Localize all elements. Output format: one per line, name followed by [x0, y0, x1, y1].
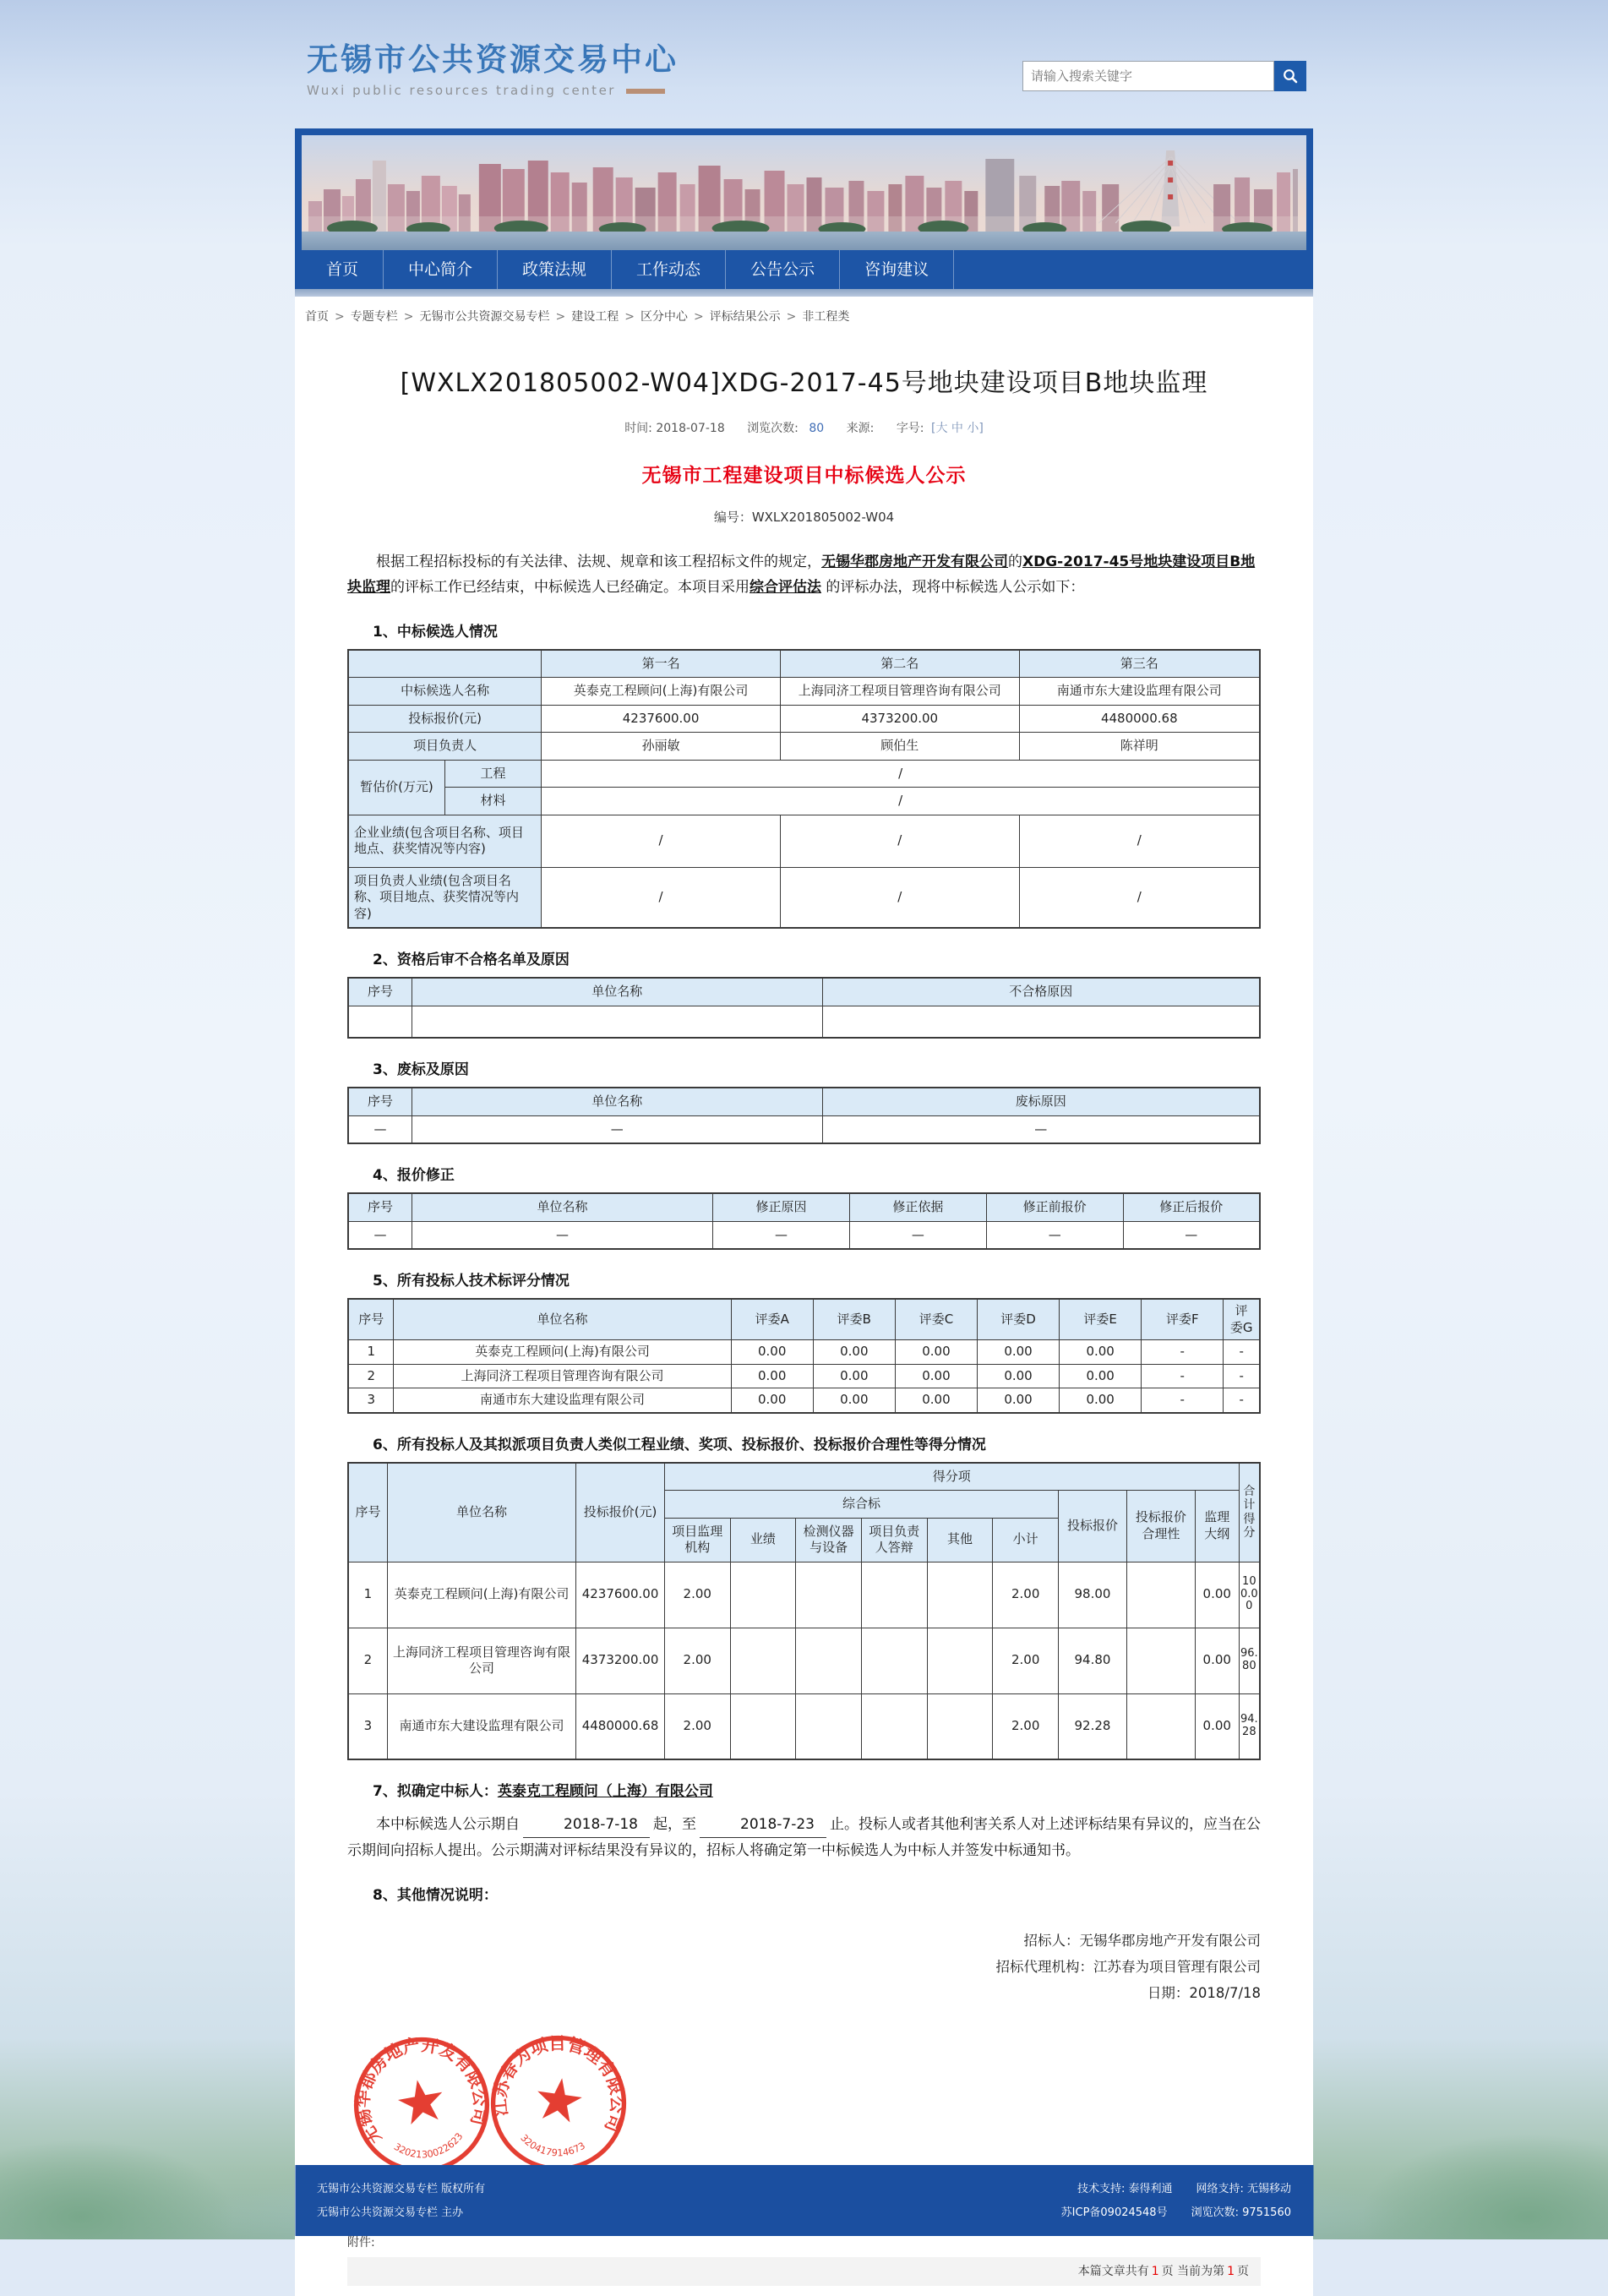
pagination-text: 页 当前为第 [1161, 2264, 1225, 2278]
nav-item-news[interactable]: 工作动态 [612, 250, 726, 289]
owner-name: 无锡华郡房地产开发有限公司 [821, 554, 1008, 570]
section-7-title [347, 1779, 1261, 1800]
attachments-label: 附件: [347, 2235, 375, 2250]
t6-header-total: 合计得分 [1239, 1463, 1260, 1562]
company-performance: / [780, 815, 1019, 867]
t5-header: 评委E [1060, 1299, 1142, 1340]
t5-cell: 0.00 [977, 1388, 1059, 1413]
table-row [348, 1693, 1260, 1759]
winner-label: 7、拟确定中标人： [373, 1783, 498, 1800]
t5-cell: - [1224, 1364, 1260, 1388]
t5-cell: - [1142, 1388, 1224, 1413]
nav-item-policy[interactable]: 政策法规 [498, 250, 612, 289]
breadcrumb [295, 297, 1313, 333]
t5-cell: 0.00 [895, 1364, 977, 1388]
main-nav [302, 250, 1306, 289]
bid-price: 4237600.00 [542, 705, 781, 733]
t5-cell: 0.00 [895, 1340, 977, 1365]
t5-header: 序号 [348, 1299, 394, 1340]
pagination-text: 页 [1237, 2264, 1249, 2278]
article [295, 362, 1313, 2286]
candidate-name: 南通市东大建设监理有限公司 [1019, 678, 1260, 706]
t5-cell: - [1224, 1340, 1260, 1365]
estimate-material-value: / [542, 788, 1260, 815]
t5-cell: 上海同济工程项目管理咨询有限公司 [394, 1364, 731, 1388]
publicity-period-paragraph [347, 1812, 1261, 1864]
t1-corner-cell [348, 650, 542, 678]
candidates-table [347, 649, 1261, 930]
intro-text: 的评标工作已经结束，中标候选人已经确定。本项目采用 [390, 579, 749, 597]
t5-header: 评委G [1224, 1299, 1260, 1340]
t1-estimate-sub-label: 工程 [444, 760, 541, 788]
meta-source-label: 来源: [846, 422, 875, 435]
t3-header: 单位名称 [412, 1088, 823, 1115]
company-performance: / [542, 815, 781, 867]
t6-cell [1126, 1693, 1195, 1759]
t6-cell [730, 1562, 796, 1628]
breadcrumb-item[interactable]: 评标结果公示 [709, 310, 781, 324]
network-support: 网络支持: 无锡移动 [1196, 2183, 1291, 2195]
t6-cell: 0.00 [1195, 1628, 1239, 1693]
t1-row-label: 投标报价(元) [348, 705, 542, 733]
host-line: 无锡市公共资源交易专栏 主办 [317, 2206, 464, 2219]
section-8-title: 8、其他情况说明： [373, 1886, 498, 1904]
t6-header: 投标报价(元) [576, 1463, 665, 1562]
t6-subheader: 业绩 [730, 1518, 796, 1562]
t6-cell [1126, 1562, 1195, 1628]
t4-cell: — [348, 1221, 412, 1249]
t3-cell: — [412, 1115, 823, 1143]
breadcrumb-item[interactable]: 无锡市公共资源交易专栏 [419, 310, 550, 324]
t6-cell [861, 1693, 927, 1759]
search-icon [1282, 68, 1299, 85]
t5-header: 评委A [731, 1299, 813, 1340]
search-input[interactable] [1022, 61, 1274, 91]
t6-cell: 上海同济工程项目管理咨询有限公司 [387, 1628, 575, 1693]
breadcrumb-item[interactable]: 建设工程 [571, 310, 619, 324]
meta-time-label: 时间: [624, 422, 652, 435]
search-button[interactable] [1274, 61, 1306, 91]
notice-code [347, 508, 1261, 526]
period-text: 止。投标人或者其他利害关系人对上述评标结果有异议的，应当在公示期间向招标人提出。公示期满对评标结果没有异议的，招标人将确定第一中标候选人为中标人并签发中标通知书。 [347, 1816, 1261, 1860]
price-correction-table [347, 1192, 1261, 1250]
content-panel [295, 297, 1313, 2296]
t2-header: 序号 [348, 978, 412, 1006]
t6-header: 监理大纲 [1195, 1491, 1239, 1562]
banner-block [295, 128, 1313, 289]
technical-scores-table [347, 1298, 1261, 1414]
agency-stamp [477, 2021, 640, 2184]
article-meta [347, 419, 1261, 436]
t4-header: 修正依据 [849, 1193, 986, 1221]
t4-header: 修正前报价 [986, 1193, 1123, 1221]
t4-cell: — [1123, 1221, 1260, 1249]
t6-total-score: 94.28 [1239, 1693, 1260, 1759]
breadcrumb-separator: > [786, 310, 797, 324]
t6-cell: 2 [348, 1628, 387, 1693]
t6-cell: 3 [348, 1693, 387, 1759]
manager-performance: / [542, 867, 781, 928]
t6-cell: 4373200.00 [576, 1628, 665, 1693]
t6-subheader: 其他 [927, 1518, 993, 1562]
t5-cell: 英泰克工程顾问(上海)有限公司 [394, 1340, 731, 1365]
site-subtitle: Wuxi public resources trading center [307, 83, 616, 98]
t5-cell: 0.00 [1060, 1340, 1142, 1365]
t1-row-label: 企业业绩(包含项目名称、项目地点、获奖情况等内容) [348, 815, 542, 867]
t4-header: 序号 [348, 1193, 412, 1221]
t6-cell: 94.80 [1059, 1628, 1127, 1693]
t5-header: 评委B [813, 1299, 895, 1340]
period-text: 本中标候选人公示期自 [376, 1816, 520, 1833]
t6-cell [730, 1628, 796, 1693]
svg-text:320417914673 [516, 2131, 588, 2162]
t5-cell: 0.00 [977, 1364, 1059, 1388]
t6-cell: 0.00 [1195, 1693, 1239, 1759]
pagination-text: 本篇文章共有 [1077, 2264, 1149, 2278]
page-count: 1 [1151, 2264, 1159, 2278]
nav-item-announcements[interactable]: 公告公示 [726, 250, 840, 289]
section-3-title: 3、废标及原因 [373, 1061, 469, 1078]
stamp-number-text: 3202130022623 [391, 2130, 466, 2160]
t6-header-composite-group: 综合标 [664, 1491, 1058, 1519]
t2-header: 单位名称 [412, 978, 823, 1006]
t6-cell: 4237600.00 [576, 1562, 665, 1628]
t2-header: 不合格原因 [822, 978, 1260, 1006]
nav-item-about[interactable]: 中心简介 [384, 250, 498, 289]
section-5-title: 5、所有投标人技术标评分情况 [373, 1273, 570, 1290]
manager-performance: / [1019, 867, 1260, 928]
t5-cell: 0.00 [1060, 1388, 1142, 1413]
t6-cell: 92.28 [1059, 1693, 1127, 1759]
t6-cell [1126, 1628, 1195, 1693]
site-logo [307, 34, 679, 98]
t6-subheader: 小计 [993, 1518, 1059, 1562]
t6-cell [927, 1628, 993, 1693]
t2-cell [412, 1006, 823, 1038]
breadcrumb-separator: > [335, 310, 345, 324]
bid-price: 4480000.68 [1019, 705, 1260, 733]
section-1-title: 1、中标候选人情况 [373, 623, 498, 641]
candidate-name: 上海同济工程项目管理咨询有限公司 [780, 678, 1019, 706]
t5-header: 评委C [895, 1299, 977, 1340]
t6-subheader: 检测仪器与设备 [796, 1518, 862, 1562]
tech-support: 技术支持: 泰得利通 [1077, 2183, 1173, 2195]
t5-header: 评委D [977, 1299, 1059, 1340]
icp-number: 苏ICP备09024548号 [1060, 2206, 1168, 2219]
date-line: 日期：2018/7/18 [1147, 1985, 1261, 2002]
period-end-date: 2018-7-23 [700, 1812, 826, 1838]
breadcrumb-separator: > [403, 310, 414, 324]
t6-cell [796, 1693, 862, 1759]
t5-cell: 1 [348, 1340, 394, 1365]
t6-cell: 英泰克工程顾问(上海)有限公司 [387, 1562, 575, 1628]
t1-row-label: 项目负责人业绩(包含项目名称、项目地点、获奖情况等内容) [348, 867, 542, 928]
project-manager: 陈祥明 [1019, 733, 1260, 761]
t5-cell: - [1142, 1340, 1224, 1365]
t4-cell: — [986, 1221, 1123, 1249]
stamp-number-text: 320417914673 [518, 2131, 587, 2159]
t5-cell: 0.00 [813, 1388, 895, 1413]
t4-header: 单位名称 [412, 1193, 713, 1221]
evaluation-method: 综合评估法 [749, 579, 821, 597]
visit-count: 浏览次数: 9751560 [1191, 2206, 1291, 2219]
t5-cell: 0.00 [731, 1340, 813, 1365]
meta-fontsize-label: 字号: [896, 422, 924, 435]
t6-header: 投标报价合理性 [1126, 1491, 1195, 1562]
t5-cell: 0.00 [813, 1340, 895, 1365]
t5-cell: 3 [348, 1388, 394, 1413]
company-performance: / [1019, 815, 1260, 867]
section-2-title: 2、资格后审不合格名单及原因 [373, 952, 570, 968]
t6-header: 投标报价 [1059, 1491, 1127, 1562]
t6-cell: 2.00 [664, 1693, 730, 1759]
fontsize-switcher[interactable]: [大 中 小] [930, 422, 984, 435]
breadcrumb-separator: > [624, 310, 635, 324]
table-row [348, 1388, 1260, 1413]
t6-cell: 1 [348, 1562, 387, 1628]
t6-cell [796, 1628, 862, 1693]
period-start-date: 2018-7-18 [523, 1812, 650, 1838]
t5-cell: - [1224, 1388, 1260, 1413]
t6-header-score-group: 得分项 [664, 1463, 1239, 1491]
t3-header: 废标原因 [822, 1088, 1260, 1115]
table-row [348, 1364, 1260, 1388]
intro-paragraph [347, 549, 1261, 601]
t6-cell: 2.00 [993, 1693, 1059, 1759]
search-bar [1022, 61, 1306, 91]
rejected-bids-table [347, 1087, 1261, 1144]
t1-row-label: 中标候选人名称 [348, 678, 542, 706]
t6-cell: 98.00 [1059, 1562, 1127, 1628]
t5-cell: 0.00 [977, 1340, 1059, 1365]
meta-views-label: 浏览次数: [747, 422, 799, 435]
meta-time-value: 2018-07-18 [656, 422, 725, 435]
code-label: 编号： [713, 510, 752, 525]
footer-left [317, 2178, 485, 2223]
logo-dash [626, 89, 665, 94]
agency-line: 招标代理机构：江苏春为项目管理有限公司 [995, 1958, 1261, 1975]
code-value: WXLX201805002-W04 [751, 510, 895, 525]
project-name: XDG-2017-45号地块建设项目B地块监理 [347, 554, 1256, 597]
period-text: 起，至 [653, 1816, 696, 1833]
t6-cell: 2.00 [664, 1628, 730, 1693]
t1-rank-header: 第一名 [542, 650, 781, 678]
t6-cell [927, 1562, 993, 1628]
nav-item-consult[interactable]: 咨询建议 [840, 250, 954, 289]
t6-cell: 0.00 [1195, 1562, 1239, 1628]
notice-title: 无锡市工程建设项目中标候选人公示 [641, 465, 967, 487]
breadcrumb-item[interactable]: 首页 [305, 310, 329, 324]
t6-cell [927, 1693, 993, 1759]
disqualified-table [347, 977, 1261, 1039]
t1-rank-header: 第三名 [1019, 650, 1260, 678]
signature-block [347, 1928, 1261, 2007]
t6-total-score: 96.80 [1239, 1628, 1260, 1693]
breadcrumb-separator: > [555, 310, 566, 324]
scores-summary-table [347, 1462, 1261, 1761]
site-header [295, 0, 1313, 128]
t6-cell [730, 1693, 796, 1759]
table-row [348, 1628, 1260, 1693]
t1-estimate-label: 暂估价(万元) [348, 760, 444, 815]
bid-price: 4373200.00 [780, 705, 1019, 733]
banner-image [302, 135, 1306, 250]
t2-cell [822, 1006, 1260, 1038]
t5-cell: 0.00 [895, 1388, 977, 1413]
estimate-engineering-value: / [542, 760, 1260, 788]
breadcrumb-item[interactable]: 非工程类 [802, 310, 850, 324]
intro-text: 的评标办法，现将中标候选人公示如下： [821, 579, 1085, 597]
breadcrumb-item[interactable]: 专题专栏 [350, 310, 398, 324]
t5-cell: 2 [348, 1364, 394, 1388]
t6-header: 单位名称 [387, 1463, 575, 1562]
t6-cell: 2.00 [664, 1562, 730, 1628]
t6-cell: 2.00 [993, 1562, 1059, 1628]
t5-cell: 0.00 [731, 1364, 813, 1388]
t5-cell: 南通市东大建设监理有限公司 [394, 1388, 731, 1413]
t5-header: 评委F [1142, 1299, 1224, 1340]
copyright-line: 无锡市公共资源交易专栏 版权所有 [317, 2183, 486, 2195]
page-title: [WXLX201805002-W04]XDG-2017-45号地块建设项目B地块监理 [400, 368, 1208, 398]
intro-text: 根据工程招标投标的有关法律、法规、规章和该工程招标文件的规定， [376, 554, 821, 570]
footer-right [1061, 2178, 1291, 2223]
project-manager: 顾伯生 [780, 733, 1019, 761]
current-page: 1 [1227, 2264, 1235, 2278]
t6-cell [861, 1628, 927, 1693]
site-footer [295, 2165, 1313, 2236]
breadcrumb-item[interactable]: 区分中心 [640, 310, 688, 324]
t5-header: 单位名称 [394, 1299, 731, 1340]
manager-performance: / [780, 867, 1019, 928]
t5-cell: 0.00 [731, 1388, 813, 1413]
project-manager: 孙丽敏 [542, 733, 781, 761]
t1-estimate-sub-label: 材料 [444, 788, 541, 815]
t1-rank-header: 第二名 [780, 650, 1019, 678]
t6-cell: 4480000.68 [576, 1693, 665, 1759]
section-6-title: 6、所有投标人及其拟派项目负责人类似工程业绩、奖项、投标报价、投标报价合理性等得分情况 [373, 1436, 986, 1453]
t4-cell: — [713, 1221, 850, 1249]
t6-cell [796, 1562, 862, 1628]
stamp-company-text: 江苏春为项目管理有限公司 [489, 2032, 628, 2135]
t6-cell [861, 1562, 927, 1628]
nav-substrip [295, 289, 1313, 297]
t5-cell: 0.00 [1060, 1364, 1142, 1388]
meta-views-value: 80 [809, 422, 825, 435]
t2-cell [348, 1006, 412, 1038]
t3-cell: — [822, 1115, 1260, 1143]
tenderer-line: 招标人：无锡华郡房地产开发有限公司 [1023, 1932, 1261, 1949]
t6-cell: 南通市东大建设监理有限公司 [387, 1693, 575, 1759]
t4-cell: — [412, 1221, 713, 1249]
t6-subheader: 项目负责人答辩 [861, 1518, 927, 1562]
table-row [348, 1562, 1260, 1628]
breadcrumb-separator: > [693, 310, 704, 324]
t6-cell: 2.00 [993, 1628, 1059, 1693]
pagination-bar [347, 2257, 1261, 2286]
site-title: 无锡市公共资源交易中心 [307, 41, 679, 78]
t1-row-label: 项目负责人 [348, 733, 542, 761]
t5-cell: - [1142, 1364, 1224, 1388]
t4-header: 修正后报价 [1123, 1193, 1260, 1221]
nav-item-home[interactable]: 首页 [302, 250, 384, 289]
winner-name: 英泰克工程顾问（上海）有限公司 [497, 1783, 713, 1800]
section-4-title: 4、报价修正 [373, 1167, 455, 1184]
table-row [348, 1340, 1260, 1365]
t6-subheader: 项目监理机构 [664, 1518, 730, 1562]
intro-text: 的 [1008, 554, 1022, 570]
t4-cell: — [849, 1221, 986, 1249]
city-skyline-illustration [302, 135, 1306, 250]
t6-total-score: 100.00 [1239, 1562, 1260, 1628]
company-stamps [349, 2032, 1261, 2181]
stamp-company-text: 无锡华郡房地产开发有限公司 [352, 2034, 491, 2148]
t3-cell: — [348, 1115, 412, 1143]
t4-header: 修正原因 [713, 1193, 850, 1221]
t5-cell: 0.00 [813, 1364, 895, 1388]
t3-header: 序号 [348, 1088, 412, 1115]
t6-header: 序号 [348, 1463, 387, 1562]
candidate-name: 英泰克工程顾问(上海)有限公司 [542, 678, 781, 706]
